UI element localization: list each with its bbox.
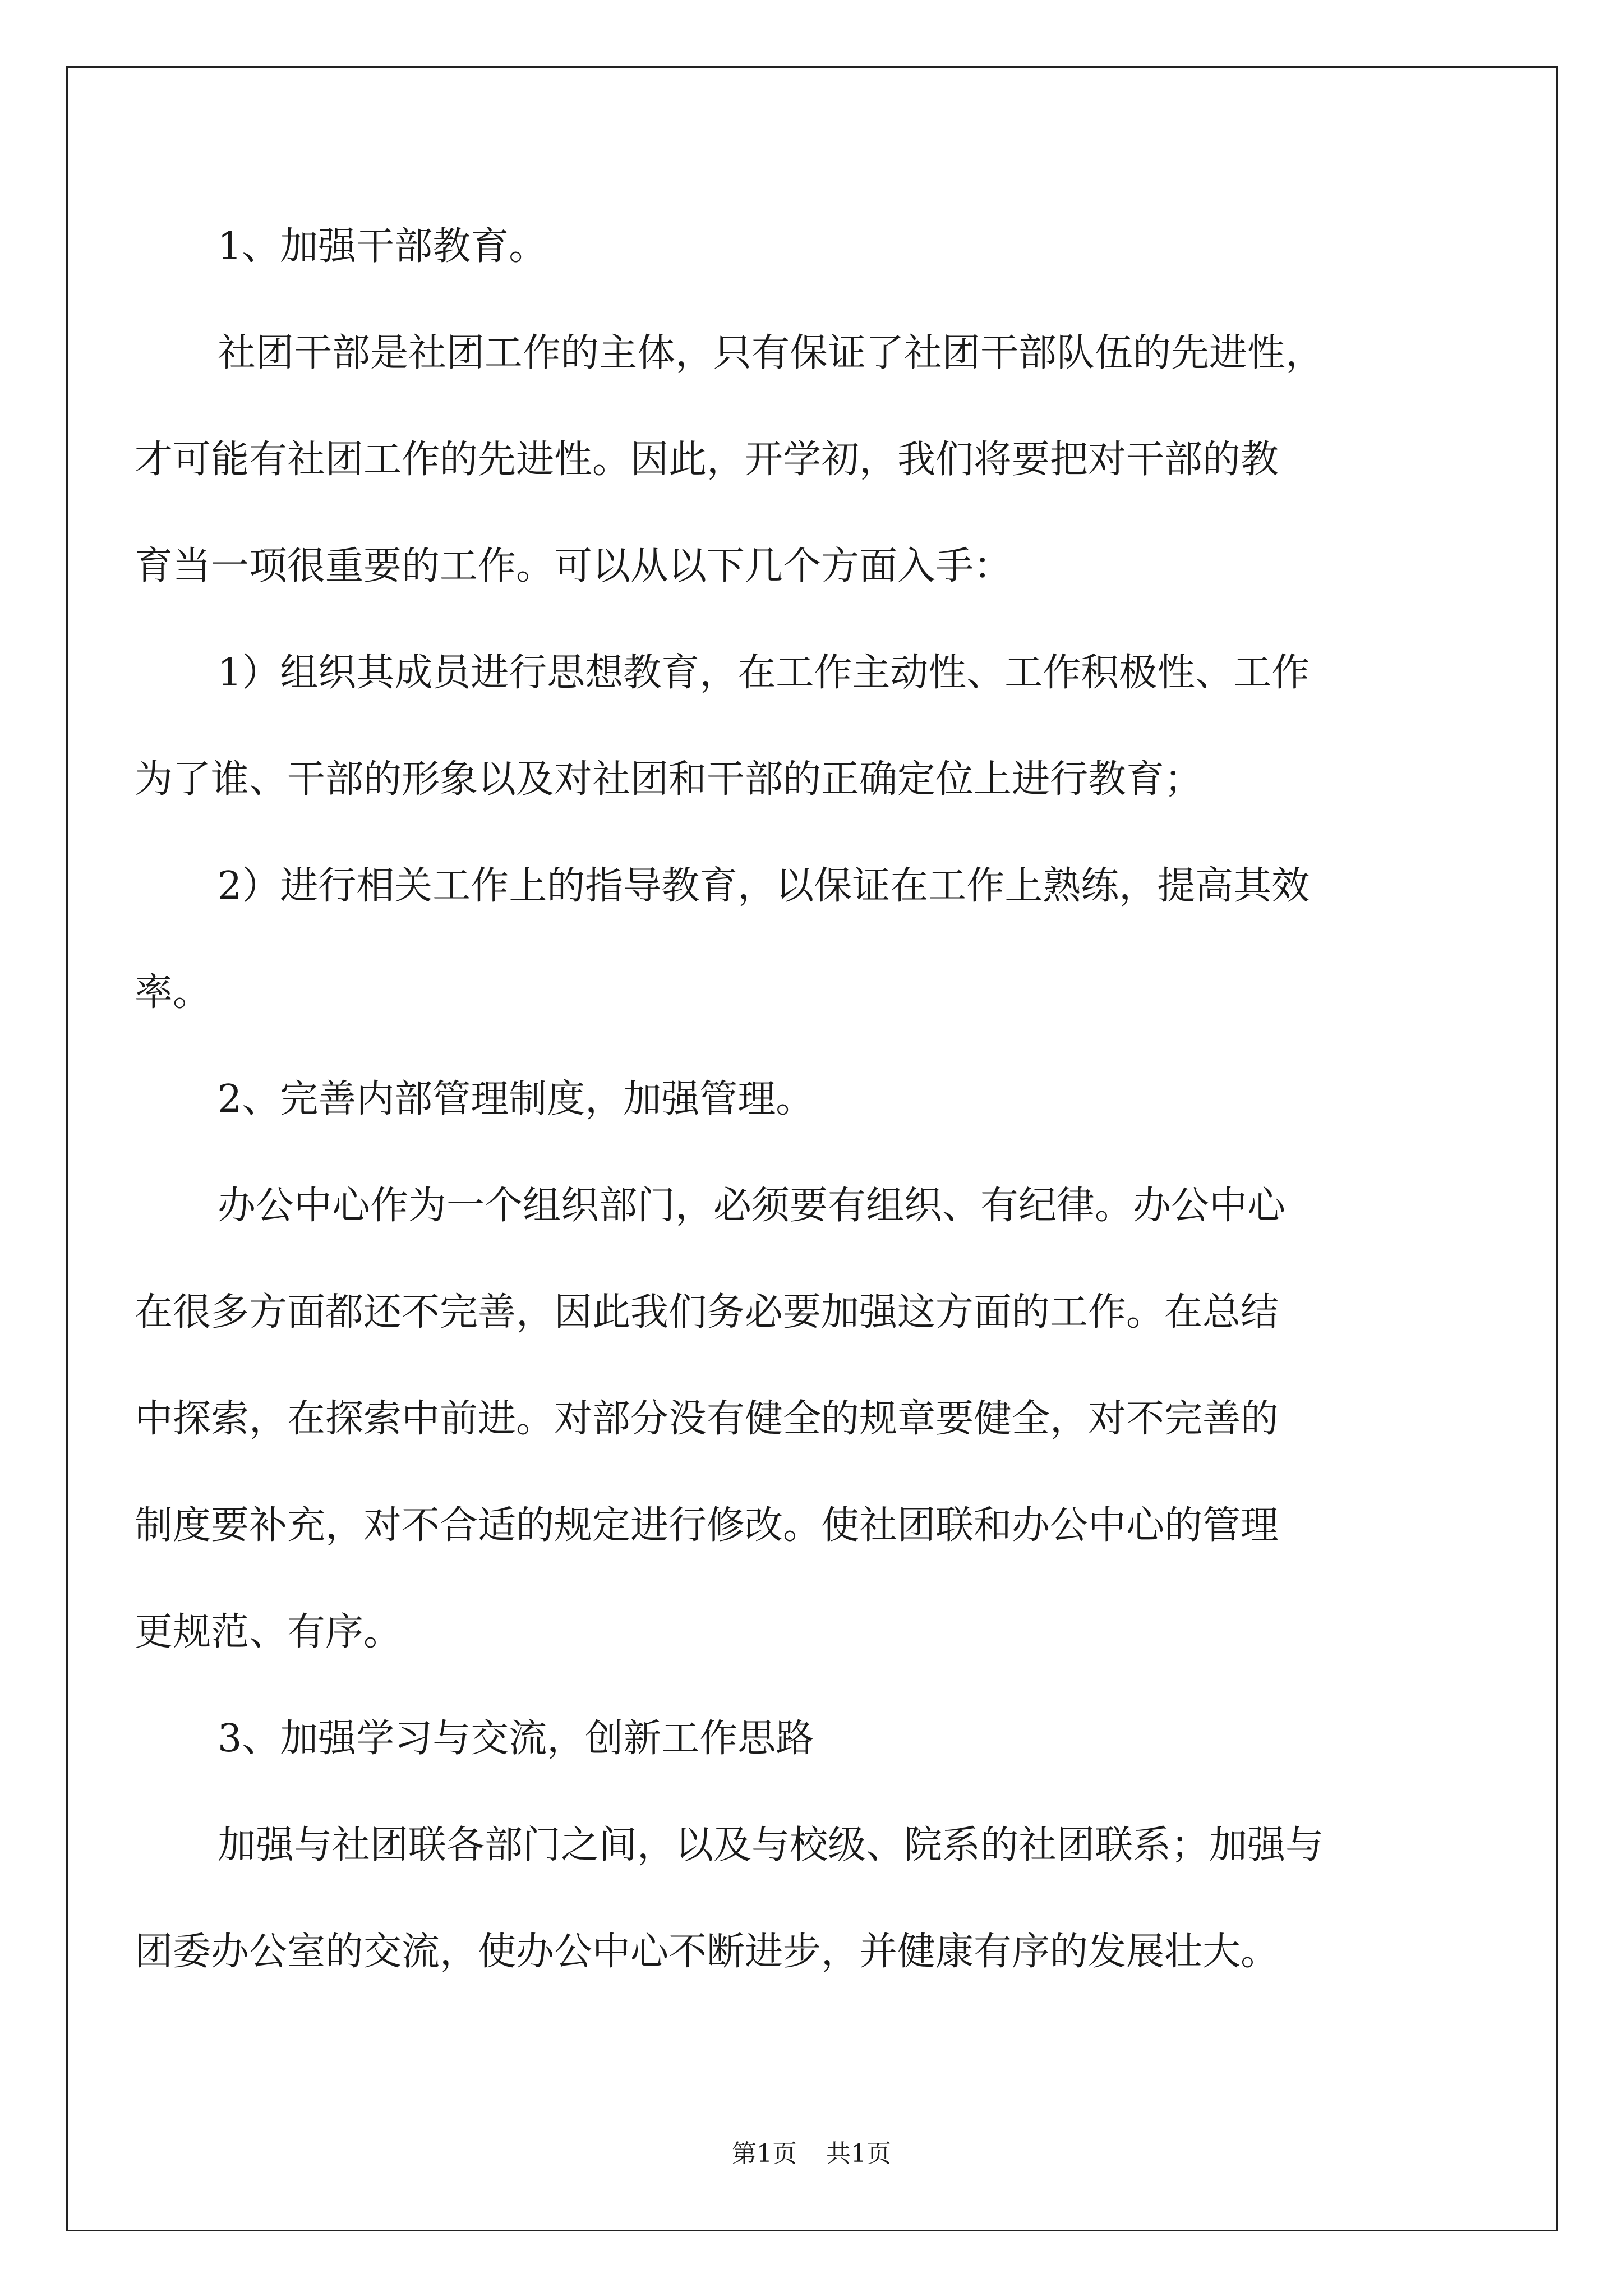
page-footer (0, 2137, 1623, 2171)
paragraph-line: 团委办公室的交流，使办公中心不断进步，并健康有序的发展壮大。 (135, 1930, 1279, 1974)
paragraph-line: 2、完善内部管理制度，加强管理。 (218, 1077, 814, 1121)
page-total: 共1页 (826, 2139, 891, 2168)
paragraph-line: 在很多方面都还不完善，因此我们务必要加强这方面的工作。在总结 (135, 1290, 1279, 1335)
paragraph-line: 1）组织其成员进行思想教育，在工作主动性、工作积极性、工作 (218, 651, 1310, 695)
paragraph-line: 制度要补充，对不合适的规定进行修改。使社团联和办公中心的管理 (135, 1503, 1279, 1548)
paragraph-line: 办公中心作为一个组织部门，必须要有组织、有纪律。办公中心 (218, 1184, 1286, 1228)
page-number: 第1页 (732, 2139, 797, 2168)
paragraph-line: 才可能有社团工作的先进性。因此，开学初，我们将要把对干部的教 (135, 438, 1279, 482)
paragraph-line: 中探索，在探索中前进。对部分没有健全的规章要健全，对不完善的 (135, 1397, 1279, 1441)
paragraph-line: 1、加强干部教育。 (218, 224, 547, 269)
paragraph-line: 育当一项很重要的工作。可以从以下几个方面入手： (135, 544, 1012, 588)
document-body (135, 0, 1469, 2296)
paragraph-line: 更规范、有序。 (135, 1610, 402, 1654)
paragraph-line: 为了谁、干部的形象以及对社团和干部的正确定位上进行教育； (135, 757, 1203, 802)
paragraph-line: 加强与社团联各部门之间，以及与校级、院系的社团联系；加强与 (218, 1823, 1324, 1867)
paragraph-line: 率。 (135, 970, 211, 1015)
paragraph-line: 3、加强学习与交流，创新工作思路 (218, 1717, 814, 1761)
paragraph-line: 2）进行相关工作上的指导教育，以保证在工作上熟练，提高其效 (218, 864, 1310, 908)
paragraph-line: 社团干部是社团工作的主体，只有保证了社团干部队伍的先进性， (218, 331, 1324, 375)
